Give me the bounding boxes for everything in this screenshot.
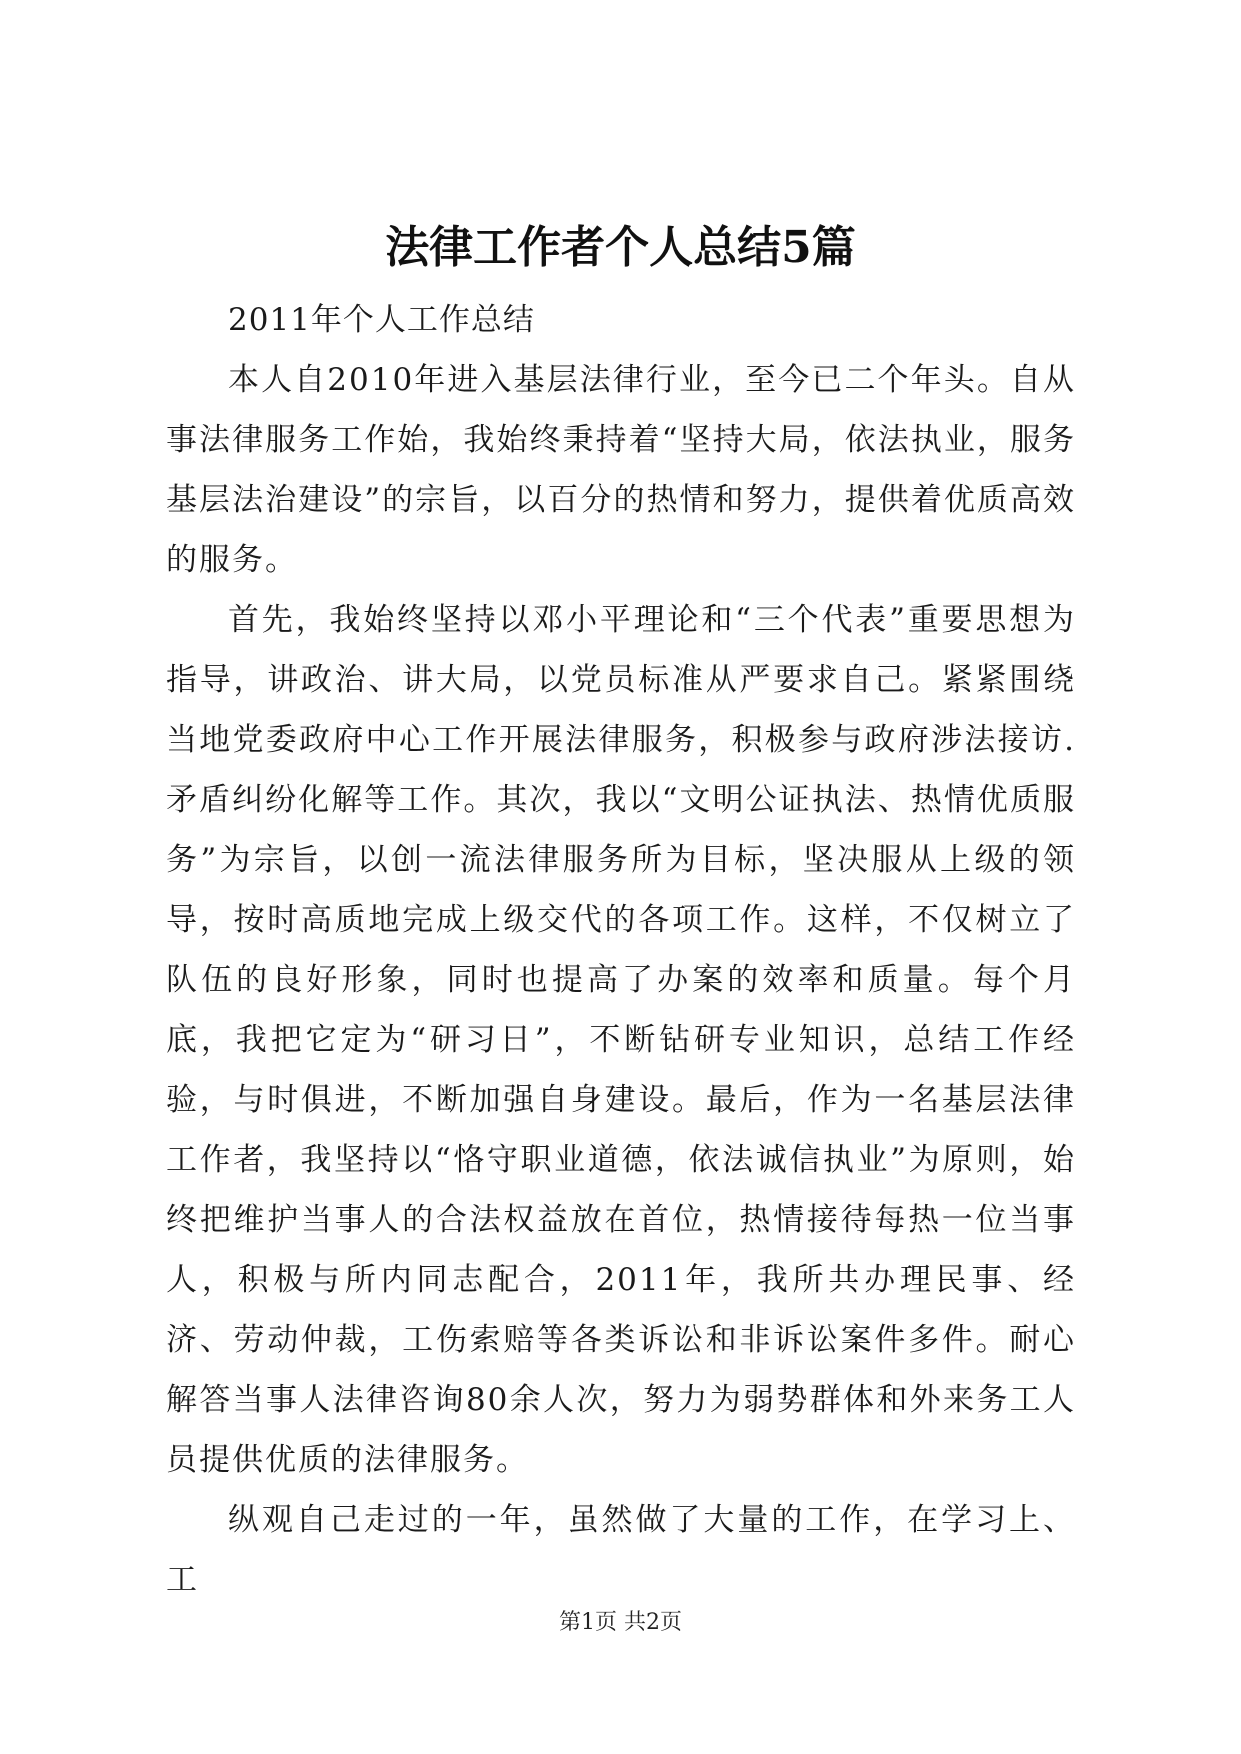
paragraph: 纵观自己走过的一年，虽然做了大量的工作，在学习上、工 <box>166 1502 1076 1598</box>
document-title: 法律工作者个人总结5篇 <box>385 222 856 273</box>
paragraph: 首先，我始终坚持以邓小平理论和“三个代表”重要思想为指导，讲政治、讲大局，以党员标准从严要求自己。紧紧围绕当地党委政府中心工作开展法律服务，积极参与政府涉法接访.矛盾纠纷化解等工作。其次，我以“文明公证执法、热情优质服务”为宗旨，以创一流法律服务所为目标，坚决服从上级的领导，按时高质地完成上级交代的各项工作。这样，不仅树立了队伍的良好形象，同时也提高了办案的效率和质量。每个月底，我把它定为“研习日”，不断钻研专业知识，总结工作经验，与时俱进，不断加强自身建设。最后，作为一名基层法律工作者，我坚持以“恪守职业道德，依法诚信执业”为原则，始终把维护当事人的合法权益放在首位，热情接待每热一位当事人，积极与所内同志配合，2011年，我所共办理民事、经济、劳动仲裁，工伤索赔等各类诉讼和非诉讼案件多件。耐心解答当事人法律咨询80余人次，努力为弱势群体和外来务工人员提供优质的法律服务。 <box>166 602 1076 1478</box>
document-body <box>166 290 1076 1610</box>
section-subheading: 2011年个人工作总结 <box>228 302 535 338</box>
paragraph: 本人自2010年进入基层法律行业，至今已二个年头。自从事法律服务工作始，我始终秉持着“坚持大局，依法执业，服务基层法治建设”的宗旨，以百分的热情和努力，提供着优质高效的服务。 <box>166 362 1076 578</box>
page-footer: 第1页 共2页 <box>559 1610 682 1635</box>
